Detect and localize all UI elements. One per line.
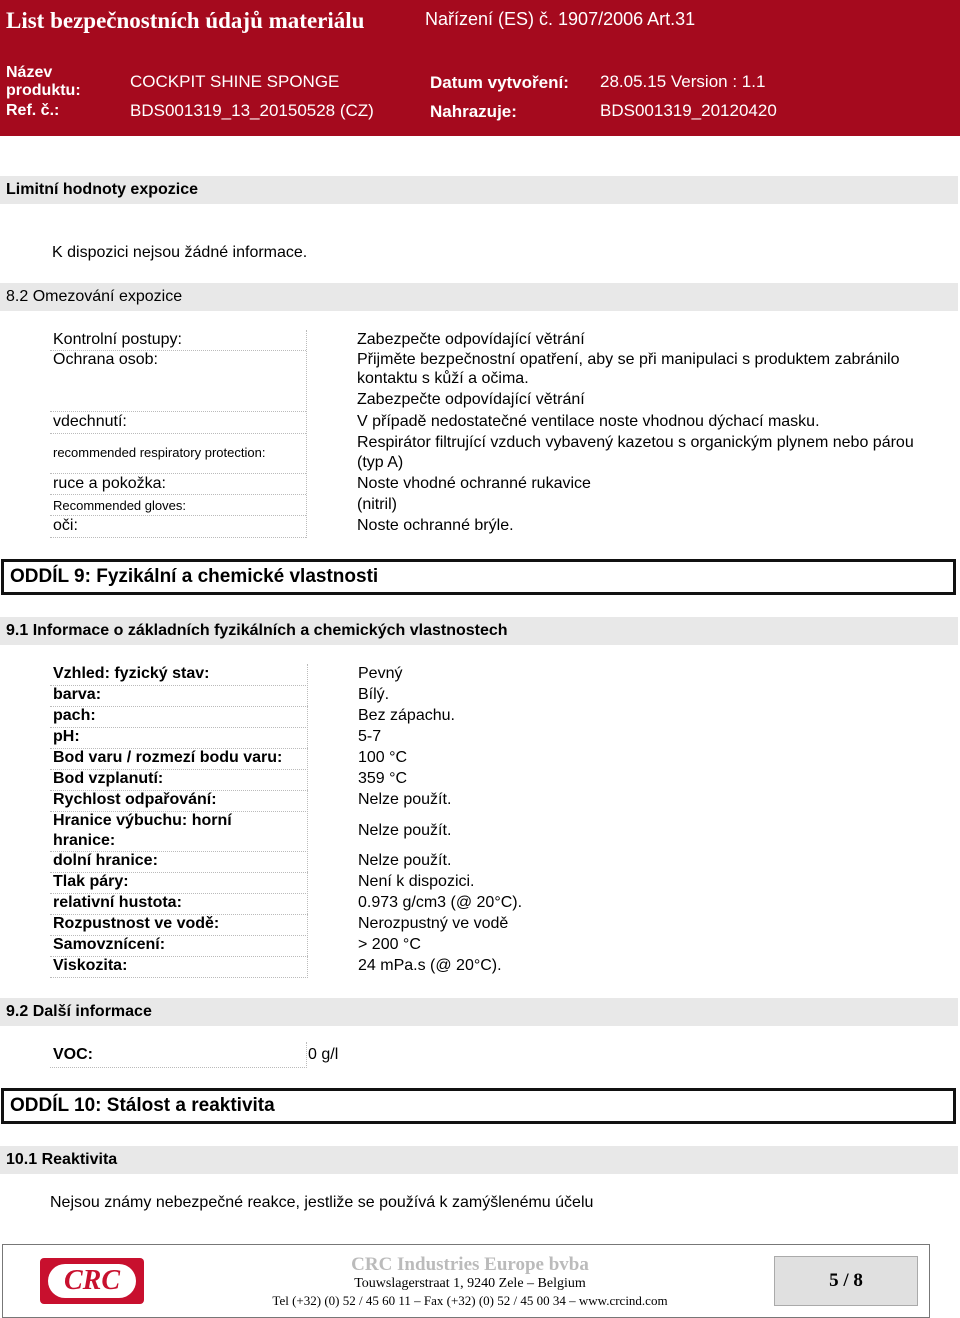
property-value: Nelze použít. — [358, 791, 452, 808]
table-divider — [306, 330, 307, 538]
row-value: Respirátor filtrující vzduch vybavený kazetou s organickým plynem nebo párou — [357, 434, 914, 451]
company-address: Touwslagerstraat 1, 9240 Zele – Belgium — [354, 1276, 586, 1291]
row-label: vdechnutí: — [53, 413, 127, 430]
row-value: (nitril) — [357, 496, 397, 513]
exposure-controls-title: 8.2 Omezování expozice — [6, 288, 183, 305]
table-row — [50, 956, 502, 978]
company-contact: Tel (+32) (0) 52 / 45 60 11 – Fax (+32) (0) 52 / 45 00 34 – www.crcind.com — [272, 1293, 668, 1308]
property-name: Hranice výbuchu: horní — [53, 812, 232, 829]
table-row — [50, 748, 408, 770]
property-name: Viskozita: — [53, 957, 128, 974]
company-name: CRC Industries Europe bvba — [351, 1254, 589, 1275]
property-value: Není k dispozici. — [358, 873, 475, 890]
exposure-limits-title: Limitní hodnoty expozice — [6, 181, 199, 198]
property-name: dolní hranice: — [53, 852, 158, 869]
property-value: 359 °C — [358, 770, 408, 787]
crc-logo-oval — [48, 1264, 136, 1298]
table-row — [50, 330, 585, 351]
page-number: 5 / 8 — [829, 1270, 863, 1291]
document-header — [0, 0, 960, 136]
property-name: Tlak páry: — [53, 873, 129, 890]
product-name: COCKPIT SHINE SPONGE — [130, 72, 340, 91]
row-value: Zabezpečte odpovídající větrání — [357, 331, 585, 348]
table-row — [50, 769, 408, 791]
row-value: V případě nedostatečné ventilace noste vhodnou dýchací masku. — [357, 413, 820, 430]
exposure-limits-text: K dispozici nejsou žádné informace. — [52, 244, 308, 261]
voc-value: 0 g/l — [308, 1046, 339, 1063]
row-value: Noste ochranné brýle. — [357, 517, 514, 534]
voc-row — [50, 1042, 307, 1068]
table-row — [50, 350, 900, 412]
table-row — [50, 433, 914, 474]
table-row — [50, 515, 514, 538]
table-row — [50, 935, 421, 957]
regulation-reference: Nařízení (ES) č. 1907/2006 Art.31 — [425, 9, 696, 29]
property-name: relativní hustota: — [53, 894, 182, 911]
table-row — [50, 706, 455, 728]
section-9-heading: ODDÍL 9: Fyzikální a chemické vlastnosti — [4, 562, 953, 592]
section-9-2-title: 9.2 Další informace — [6, 1003, 152, 1020]
section-9-2-bar — [0, 998, 958, 1026]
crc-logo-text: CRC — [63, 1265, 121, 1296]
table-row — [50, 727, 382, 749]
reactivity-text: Nejsou známy nebezpečné reakce, jestliže se používá k zamýšlenému účelu — [50, 1194, 594, 1211]
product-name-label-cont: produktu: — [6, 82, 81, 99]
section-9-1-title: 9.1 Informace o základních fyzikálních a chemických vlastnostech — [6, 622, 508, 639]
table-row — [50, 790, 452, 812]
ref-value: BDS001319_13_20150528 (CZ) — [130, 101, 374, 120]
row-label: Kontrolní postupy: — [53, 331, 182, 348]
created-label: Datum vytvoření: — [430, 73, 569, 92]
property-name: Vzhled: fyzický stav: — [53, 665, 210, 682]
section-10-heading-box — [1, 1088, 956, 1124]
section-9-1-bar — [0, 617, 958, 645]
table-row — [50, 685, 390, 707]
property-value: 100 °C — [358, 749, 408, 766]
table-row — [50, 811, 452, 852]
table-row — [50, 851, 452, 873]
property-value: Bez zápachu. — [358, 707, 455, 724]
property-name: pH: — [53, 728, 80, 745]
section-9-heading-box — [1, 559, 956, 595]
table-row — [50, 494, 397, 516]
property-name: Bod varu / rozmezí bodu varu: — [53, 749, 283, 766]
property-value: 5-7 — [358, 728, 382, 745]
exposure-limits-bar — [0, 176, 958, 204]
row-label: ruce a pokožka: — [53, 475, 166, 492]
created-value: 28.05.15 Version : 1.1 — [600, 72, 766, 91]
row-label: Ochrana osob: — [53, 351, 158, 368]
property-name: Rychlost odpařování: — [53, 791, 217, 808]
property-name: Samovznícení: — [53, 936, 166, 953]
property-name: pach: — [53, 707, 96, 724]
section-10-1-title: 10.1 Reaktivita — [6, 1151, 118, 1168]
page-number-box — [774, 1256, 918, 1306]
row-value-cont: (typ A) — [357, 454, 404, 471]
property-value: Nelze použít. — [358, 852, 452, 869]
row-value-cont: kontaktu s kůží a očima. — [357, 370, 529, 387]
table-row — [50, 473, 591, 495]
crc-logo — [40, 1258, 144, 1304]
row-label: recommended respiratory protection: — [53, 445, 266, 460]
row-value: Noste vhodné ochranné rukavice — [357, 475, 591, 492]
section-10-heading: ODDÍL 10: Stálost a reaktivita — [4, 1091, 953, 1121]
replaces-label: Nahrazuje: — [430, 102, 517, 121]
property-value: Nerozpustný ve vodě — [358, 915, 509, 932]
ref-label: Ref. č.: — [6, 102, 60, 119]
property-value: Nelze použít. — [358, 822, 452, 839]
row-label: oči: — [53, 517, 78, 534]
property-value: 24 mPa.s (@ 20°C). — [358, 957, 502, 974]
voc-label: VOC: — [53, 1046, 93, 1063]
product-name-label: Název — [6, 64, 53, 81]
table-row — [50, 872, 475, 894]
table-row — [50, 664, 403, 686]
property-name-cont: hranice: — [53, 832, 116, 849]
row-label: Recommended gloves: — [53, 498, 186, 513]
section-10-1-bar — [0, 1146, 958, 1174]
exposure-controls-bar — [0, 283, 958, 311]
row-value-cont: Zabezpečte odpovídající větrání — [357, 391, 585, 408]
property-name: Bod vzplanutí: — [53, 770, 164, 787]
replaces-value: BDS001319_20120420 — [600, 101, 777, 120]
property-name: barva: — [53, 686, 102, 703]
property-name: Rozpustnost ve vodě: — [53, 915, 220, 932]
property-value: 0.973 g/cm3 (@ 20°C). — [358, 894, 523, 911]
table-row — [50, 893, 523, 915]
property-value: Pevný — [358, 665, 403, 682]
table-row — [50, 914, 509, 936]
property-value: Bílý. — [358, 686, 390, 703]
document-title: List bezpečnostních údajů materiálu — [6, 8, 365, 33]
row-value: Přijměte bezpečnostní opatření, aby se při manipulaci s produktem zabránilo — [357, 351, 900, 368]
table-row — [50, 411, 820, 434]
property-value: > 200 °C — [358, 936, 421, 953]
